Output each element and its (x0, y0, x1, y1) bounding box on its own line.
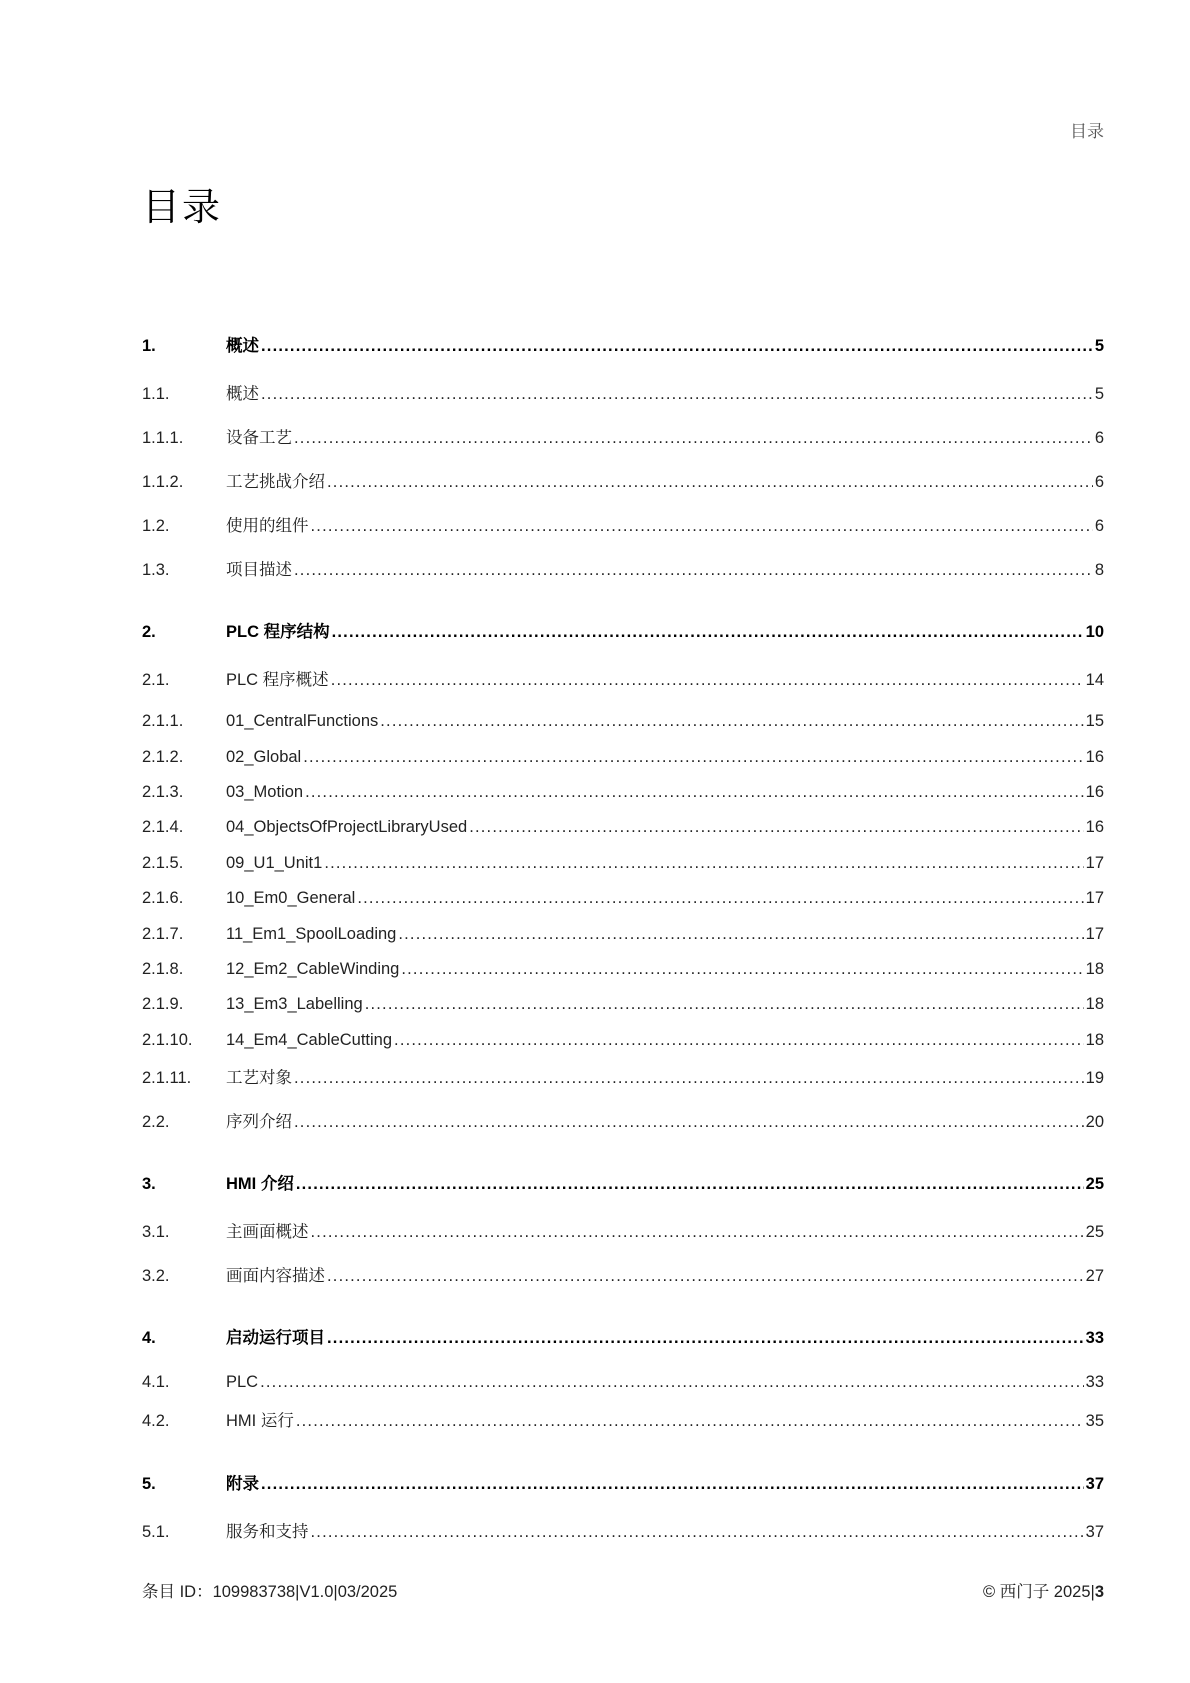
toc-entry-title: 09_U1_Unit1 (226, 854, 323, 872)
toc-leader-dots (469, 814, 1083, 840)
footer-entry-id: 条目 ID：109983738|V1.0|03/2025 (142, 1583, 398, 1601)
toc-entry-page: 25 (1085, 1175, 1104, 1193)
toc-entry-page: 18 (1085, 1031, 1104, 1049)
toc-entry-title: 工艺对象 (226, 1069, 292, 1087)
toc-leader-dots (260, 1369, 1084, 1395)
toc-leader-dots (294, 1065, 1084, 1091)
toc-leader-dots (311, 1219, 1084, 1245)
toc-entry-title: 01_CentralFunctions (226, 712, 379, 730)
toc-entry-number: 1.2. (142, 517, 170, 535)
toc-entry-page: 5 (1094, 337, 1104, 355)
toc-leader-dots (296, 1408, 1084, 1434)
toc-entry-page: 25 (1085, 1223, 1104, 1241)
toc-entry[interactable] (142, 991, 1104, 1017)
toc-entry-page: 18 (1085, 995, 1104, 1013)
toc-entry-title: 02_Global (226, 748, 302, 766)
toc-entry[interactable] (142, 1369, 1104, 1395)
toc-entry-page: 18 (1085, 960, 1104, 978)
toc-entry-number: 5.1. (142, 1523, 170, 1541)
toc-entry-number: 4.1. (142, 1373, 170, 1391)
toc-entry-title: 序列介绍 (226, 1113, 292, 1131)
toc-leader-dots (305, 779, 1084, 805)
toc-entry-number: 2.1. (142, 671, 170, 689)
toc-entry[interactable] (142, 1325, 1104, 1351)
toc-entry-title: 12_Em2_CableWinding (226, 960, 400, 978)
toc-entry-number: 2.1.10. (142, 1031, 193, 1049)
toc-entry[interactable] (142, 1471, 1104, 1497)
toc-entry-title: 画面内容描述 (226, 1267, 325, 1285)
toc-entry-title: 使用的组件 (226, 517, 309, 535)
toc-entry-number: 2.1.11. (142, 1069, 192, 1087)
toc-entry-title: 概述 (226, 337, 259, 355)
toc-entry-title: 04_ObjectsOfProjectLibraryUsed (226, 818, 468, 836)
toc-entry-number: 4.2. (142, 1412, 170, 1430)
toc-entry[interactable] (142, 1065, 1104, 1091)
toc-leader-dots (296, 1171, 1084, 1197)
toc-entry[interactable] (142, 850, 1104, 876)
toc-entry-title: 设备工艺 (226, 429, 292, 447)
toc-entry-page: 5 (1094, 385, 1104, 403)
toc-leader-dots (327, 1263, 1084, 1289)
toc-entry-number: 2.1.1. (142, 712, 184, 730)
toc-leader-dots (294, 557, 1093, 583)
toc-entry-page: 19 (1085, 1069, 1104, 1087)
toc-entry-number: 3.2. (142, 1267, 170, 1285)
toc-entry-page: 8 (1094, 561, 1104, 579)
toc-leader-dots (357, 885, 1083, 911)
toc-entry-number: 2.1.3. (142, 783, 184, 801)
toc-leader-dots (332, 619, 1084, 645)
toc-entry-page: 15 (1085, 712, 1104, 730)
toc-entry-number: 1. (142, 337, 156, 355)
toc-leader-dots (311, 513, 1093, 539)
toc-entry-title: HMI 介绍 (226, 1175, 294, 1193)
toc-entry-title: 11_Em1_SpoolLoading (226, 925, 397, 943)
toc-entry-number: 2.1.6. (142, 889, 184, 907)
toc-entry[interactable] (142, 1027, 1104, 1053)
toc-entry[interactable] (142, 814, 1104, 840)
toc-entry[interactable] (142, 1408, 1104, 1434)
toc-entry[interactable] (142, 667, 1104, 693)
toc-entry-number: 4. (142, 1329, 156, 1347)
toc-entry-title: 概述 (226, 385, 259, 403)
toc-entry-page: 6 (1094, 473, 1104, 491)
toc-entry-number: 1.1.1. (142, 429, 184, 447)
toc-entry-page: 37 (1085, 1475, 1104, 1493)
toc-entry-page: 20 (1085, 1113, 1104, 1131)
toc-entry[interactable] (142, 619, 1104, 645)
toc-leader-dots (331, 667, 1084, 693)
toc-leader-dots (261, 333, 1093, 359)
toc-entry[interactable] (142, 1519, 1104, 1545)
toc-entry-number: 2.1.8. (142, 960, 184, 978)
toc-leader-dots (327, 1325, 1084, 1351)
toc-leader-dots (380, 708, 1083, 734)
toc-entry-page: 17 (1085, 854, 1104, 872)
toc-entry[interactable] (142, 885, 1104, 911)
toc-entry[interactable] (142, 513, 1104, 539)
toc-entry[interactable] (142, 921, 1104, 947)
toc-entry-number: 2.1.2. (142, 748, 184, 766)
toc-entry-title: 13_Em3_Labelling (226, 995, 363, 1013)
toc-entry[interactable] (142, 744, 1104, 770)
toc-entry-number: 5. (142, 1475, 156, 1493)
running-header: 目录 (1070, 122, 1104, 141)
toc-leader-dots (303, 744, 1083, 770)
toc-entry[interactable] (142, 1263, 1104, 1289)
toc-entry-title: PLC 程序概述 (226, 671, 329, 689)
footer-copyright (983, 1578, 1104, 1602)
toc-entry-page: 10 (1085, 623, 1104, 641)
toc-entry-page: 17 (1085, 889, 1104, 907)
toc-entry[interactable] (142, 1171, 1104, 1197)
toc-entry-page: 6 (1094, 429, 1104, 447)
toc-entry-number: 2.2. (142, 1113, 170, 1131)
toc-entry-title: PLC 程序结构 (226, 623, 330, 641)
toc-entry[interactable] (142, 557, 1104, 583)
toc-leader-dots (398, 921, 1083, 947)
toc-leader-dots (311, 1519, 1084, 1545)
toc-leader-dots (327, 469, 1093, 495)
toc-entry-title: 工艺挑战介绍 (226, 473, 325, 491)
toc-entry-page: 27 (1085, 1267, 1104, 1285)
toc-leader-dots (324, 850, 1083, 876)
toc-entry[interactable] (142, 1109, 1104, 1135)
toc-entry-number: 1.1.2. (142, 473, 184, 491)
toc-entry-page: 37 (1085, 1523, 1104, 1541)
toc-entry-number: 2. (142, 623, 156, 641)
toc-entry-title: 附录 (226, 1475, 259, 1493)
toc-entry[interactable] (142, 1219, 1104, 1245)
toc-leader-dots (294, 1109, 1084, 1135)
toc-entry[interactable] (142, 708, 1104, 734)
toc-entry-number: 2.1.5. (142, 854, 184, 872)
toc-entry-title: 14_Em4_CableCutting (226, 1031, 393, 1049)
toc-entry[interactable] (142, 956, 1104, 982)
toc-entry-number: 3.1. (142, 1223, 170, 1241)
page-title: 目录 (142, 187, 223, 229)
toc-entry-title: 启动运行项目 (226, 1329, 325, 1347)
toc-entry-number: 2.1.4. (142, 818, 184, 836)
toc-entry[interactable] (142, 779, 1104, 805)
toc-entry[interactable] (142, 381, 1104, 407)
toc-leader-dots (261, 381, 1093, 407)
toc-entry-page: 16 (1085, 818, 1104, 836)
toc-entry-number: 2.1.7. (142, 925, 184, 943)
toc-entry-title: 服务和支持 (226, 1523, 309, 1541)
toc-entry-page: 33 (1085, 1329, 1104, 1347)
toc-entry-title: HMI 运行 (226, 1412, 294, 1430)
toc-entry-number: 1.3. (142, 561, 170, 579)
toc-entry-page: 16 (1085, 783, 1104, 801)
toc-entry-page: 14 (1085, 671, 1104, 689)
toc-entry-page: 16 (1085, 748, 1104, 766)
toc-entry-number: 1.1. (142, 385, 170, 403)
toc-entry-number: 2.1.9. (142, 995, 184, 1013)
toc-entry-title: PLC (226, 1373, 259, 1391)
toc-entry-page: 6 (1094, 517, 1104, 535)
toc-leader-dots (394, 1027, 1084, 1053)
toc-entry-title: 项目描述 (226, 561, 292, 579)
toc-entry-page: 33 (1085, 1373, 1104, 1391)
toc-entry-page: 17 (1085, 925, 1104, 943)
toc-entry-title: 10_Em0_General (226, 889, 356, 907)
toc-entry[interactable] (142, 333, 1104, 359)
toc-leader-dots (294, 425, 1093, 451)
toc-entry-number: 3. (142, 1175, 156, 1193)
toc-entry[interactable] (142, 425, 1104, 451)
toc-leader-dots (401, 956, 1083, 982)
toc-entry-page: 35 (1085, 1412, 1104, 1430)
toc-entry[interactable] (142, 469, 1104, 495)
toc-entry-title: 主画面概述 (226, 1223, 309, 1241)
toc-leader-dots (261, 1471, 1084, 1497)
footer-copyright-text: © 西门子 2025| (982, 1583, 1095, 1601)
toc-leader-dots (365, 991, 1084, 1017)
toc-entry-title: 03_Motion (226, 783, 304, 801)
footer-page-number: 3 (1094, 1583, 1104, 1601)
